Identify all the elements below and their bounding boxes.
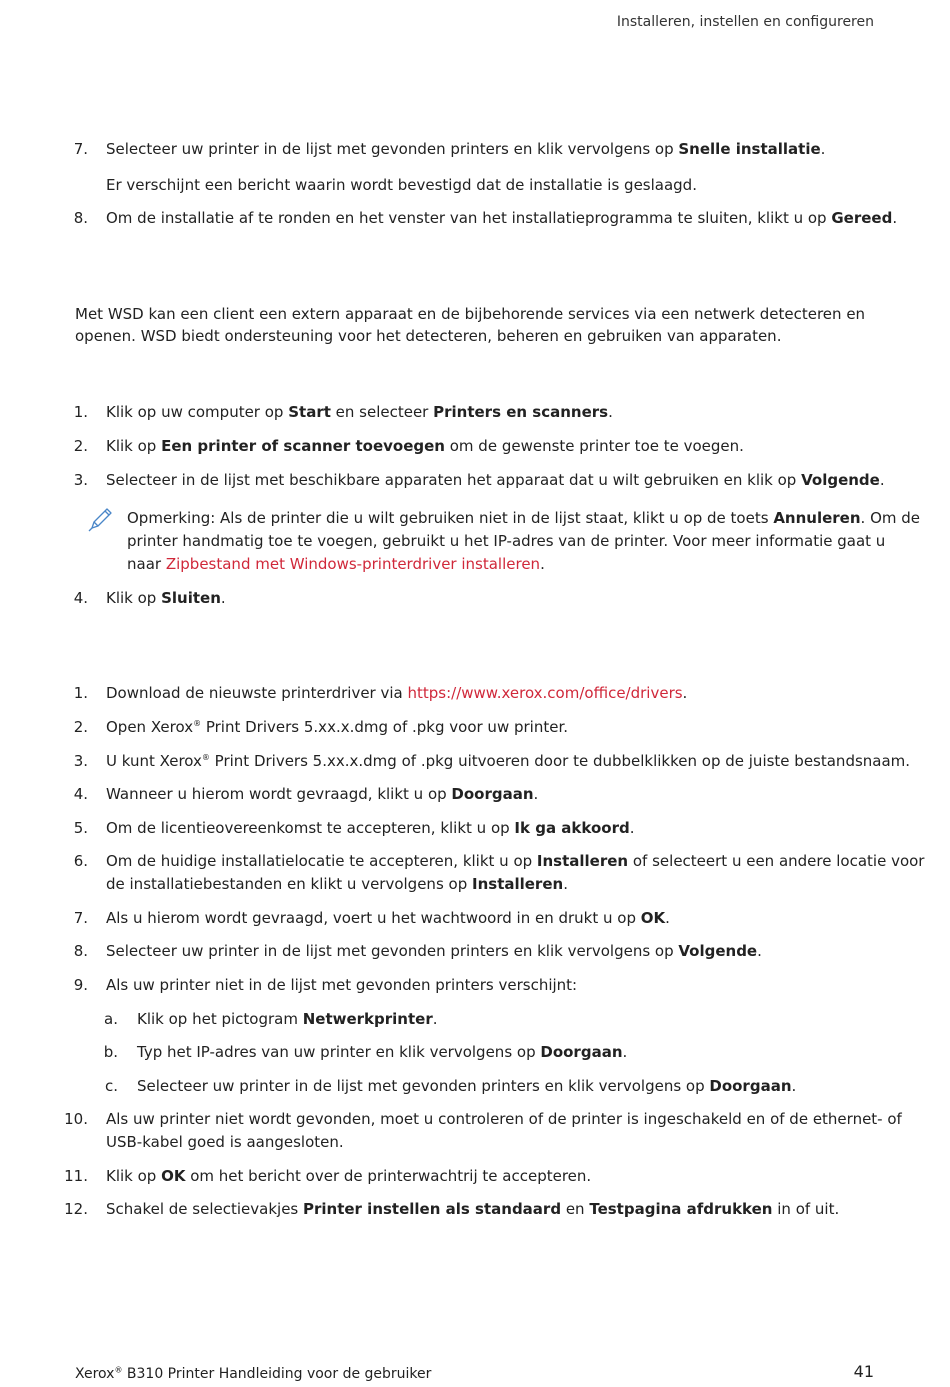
item-number: 1. bbox=[73, 403, 88, 421]
item-number: 9. bbox=[73, 976, 88, 994]
ui-term: Installeren bbox=[472, 875, 564, 893]
page-number: 41 bbox=[853, 1362, 874, 1381]
item-text bbox=[106, 850, 924, 873]
item-number: 6. bbox=[73, 852, 88, 870]
pencil-note-icon bbox=[86, 506, 114, 534]
text-run: Selecteer uw printer in de lijst met gevonden printers en klik vervolgens op bbox=[137, 1077, 710, 1095]
text-run: . bbox=[791, 1077, 797, 1095]
item-number: 8. bbox=[73, 209, 88, 227]
text-run: Print Drivers 5.xx.x.dmg of .pkg voor uw printer. bbox=[201, 718, 569, 736]
item-text bbox=[106, 682, 687, 705]
item-number: 4. bbox=[73, 589, 88, 607]
text-run: . bbox=[665, 909, 670, 927]
running-header: Installeren, instellen en configureren bbox=[616, 14, 874, 30]
item-text bbox=[106, 1108, 902, 1131]
item-text bbox=[106, 469, 885, 492]
item-number: 2. bbox=[73, 437, 88, 455]
text-run: om de gewenste printer toe te voegen. bbox=[444, 437, 744, 455]
item-text bbox=[106, 940, 762, 963]
text-run: en selecteer bbox=[330, 403, 434, 421]
ui-term: Testpagina afdrukken bbox=[589, 1200, 773, 1218]
text-run: . bbox=[540, 555, 545, 573]
text-run: . bbox=[757, 942, 762, 960]
item-text bbox=[106, 207, 897, 230]
text-run: Typ het IP-adres van uw printer en klik vervolgens op bbox=[137, 1043, 541, 1061]
item-number: 3. bbox=[73, 752, 88, 770]
text-run: Om de installatie af te ronden en het venster van het installatieprogramma te sluiten, klikt u op bbox=[106, 209, 832, 227]
text-run: . bbox=[682, 684, 688, 702]
item-number: 4. bbox=[73, 785, 88, 803]
item-text bbox=[106, 1198, 839, 1221]
text-run: Er verschijnt een bericht waarin wordt bevestigd dat de installatie is geslaagd. bbox=[106, 176, 697, 194]
item-number: 7. bbox=[73, 140, 88, 158]
text-run: U kunt Xerox bbox=[106, 752, 202, 770]
text-run: Als u hierom wordt gevraagd, voert u het wachtwoord in en drukt u op bbox=[106, 909, 641, 927]
item-number: c. bbox=[104, 1077, 118, 1095]
text-run: . bbox=[892, 209, 898, 227]
ui-term: OK bbox=[640, 909, 666, 927]
ui-term: Netwerkprinter bbox=[302, 1010, 433, 1028]
item-number: 11. bbox=[64, 1167, 88, 1185]
item-text bbox=[106, 1165, 591, 1188]
item-number: 8. bbox=[73, 942, 88, 960]
footer-registered-mark: ® bbox=[114, 1365, 123, 1375]
text-run: . bbox=[820, 140, 826, 158]
item-text bbox=[106, 401, 613, 424]
item-text bbox=[137, 1008, 438, 1031]
item-text bbox=[127, 530, 885, 553]
item-number: 7. bbox=[73, 909, 88, 927]
text-run: Als uw printer niet in de lijst met gevonden printers verschijnt: bbox=[106, 976, 578, 994]
item-text bbox=[106, 750, 910, 773]
text-run: . bbox=[432, 1010, 438, 1028]
item-number: 3. bbox=[73, 471, 88, 489]
paragraph-line: openen. WSD biedt ondersteuning voor het detecteren, beheren en gebruiken van apparaten. bbox=[75, 327, 782, 345]
item-text bbox=[127, 553, 545, 576]
item-text bbox=[127, 507, 920, 530]
text-run: Opmerking: Als de printer die u wilt gebruiken niet in de lijst staat, klikt u op de toets bbox=[127, 509, 774, 527]
ui-term: Printers en scanners bbox=[433, 403, 609, 421]
item-text bbox=[137, 1075, 796, 1098]
ui-term: Printer instellen als standaard bbox=[303, 1200, 562, 1218]
ui-term: Volgende bbox=[678, 942, 758, 960]
text-run: Om de huidige installatielocatie te accepteren, klikt u op bbox=[106, 852, 537, 870]
item-text bbox=[106, 1131, 344, 1154]
text-run: . Om de bbox=[860, 509, 921, 527]
text-run: . bbox=[608, 403, 613, 421]
text-run: Selecteer in de lijst met beschikbare apparaten het apparaat dat u wilt gebruiken en klik op bbox=[106, 471, 802, 489]
item-text bbox=[106, 873, 568, 896]
text-run: . bbox=[622, 1043, 628, 1061]
item-text bbox=[106, 817, 634, 840]
text-run: Om de licentieovereenkomst te accepteren, klikt u op bbox=[106, 819, 515, 837]
text-run: in of uit. bbox=[772, 1200, 840, 1218]
ui-term: Ik ga akkoord bbox=[514, 819, 630, 837]
text-run: . bbox=[220, 589, 226, 607]
footer-brand: Xerox bbox=[75, 1366, 115, 1382]
text-run: . bbox=[563, 875, 568, 893]
text-run: Selecteer uw printer in de lijst met gevonden printers en klik vervolgens op bbox=[106, 942, 679, 960]
ui-term: Snelle installatie bbox=[678, 140, 821, 158]
item-number: a. bbox=[104, 1010, 118, 1028]
text-run: Wanneer u hierom wordt gevraagd, klikt u op bbox=[106, 785, 452, 803]
item-text bbox=[106, 587, 226, 610]
ui-term: Start bbox=[288, 403, 331, 421]
item-text bbox=[106, 974, 577, 997]
item-number: 10. bbox=[64, 1110, 88, 1128]
item-text bbox=[106, 907, 670, 930]
text-run: . bbox=[533, 785, 539, 803]
text-run: Klik op bbox=[106, 589, 162, 607]
ui-term: Gereed bbox=[831, 209, 893, 227]
text-run: en bbox=[561, 1200, 590, 1218]
text-run: . bbox=[879, 471, 885, 489]
text-run: Klik op bbox=[106, 1167, 162, 1185]
text-run: printer handmatig toe te voegen, gebruikt u het IP-adres van de printer. Voor meer informatie gaat u bbox=[127, 532, 886, 550]
text-run: Klik op bbox=[106, 437, 162, 455]
text-run: de installatiebestanden en klikt u vervolgens op bbox=[106, 875, 472, 893]
footer-title bbox=[75, 1366, 431, 1382]
ui-term: Installeren bbox=[536, 852, 629, 870]
item-number: 12. bbox=[64, 1200, 88, 1218]
item-text bbox=[106, 435, 744, 458]
ui-term: Een printer of scanner toevoegen bbox=[161, 437, 445, 455]
text-run: Als uw printer niet wordt gevonden, moet u controleren of de printer is ingeschakeld en of de ethernet- of bbox=[106, 1110, 902, 1128]
text-run: Schakel de selectievakjes bbox=[106, 1200, 303, 1218]
text-run: . bbox=[629, 819, 635, 837]
text-run: Klik op het pictogram bbox=[137, 1010, 303, 1028]
item-number: 1. bbox=[73, 684, 88, 702]
cross-reference-link[interactable]: Zipbestand met Windows-printerdriver installeren bbox=[165, 555, 541, 573]
text-run: Open Xerox bbox=[106, 718, 194, 736]
ui-term: OK bbox=[161, 1167, 186, 1185]
text-run: om het bericht over de printerwachtrij te accepteren. bbox=[185, 1167, 592, 1185]
registered-mark: ® bbox=[193, 719, 202, 728]
ui-term: Doorgaan bbox=[540, 1043, 623, 1061]
text-run: Klik op uw computer op bbox=[106, 403, 289, 421]
item-text bbox=[106, 174, 697, 197]
ui-term: Doorgaan bbox=[451, 785, 534, 803]
item-text bbox=[137, 1041, 627, 1064]
item-text bbox=[106, 716, 568, 739]
ui-term: Sluiten bbox=[161, 589, 221, 607]
item-text bbox=[106, 783, 538, 806]
text-run: Print Drivers 5.xx.x.dmg of .pkg uitvoeren door te dubbelklikken op de juiste bestandsnaam. bbox=[209, 752, 911, 770]
ui-term: Doorgaan bbox=[709, 1077, 792, 1095]
registered-mark: ® bbox=[201, 753, 210, 762]
item-number: b. bbox=[103, 1043, 118, 1061]
text-run: naar bbox=[127, 555, 166, 573]
item-text bbox=[106, 138, 825, 161]
text-run: USB-kabel goed is aangesloten. bbox=[106, 1133, 344, 1151]
text-run: Download de nieuwste printerdriver via bbox=[106, 684, 408, 702]
item-number: 2. bbox=[73, 718, 88, 736]
text-run: Selecteer uw printer in de lijst met gevonden printers en klik vervolgens op bbox=[106, 140, 679, 158]
paragraph-line: Met WSD kan een client een extern apparaat en de bijbehorende services via een netwerk detecteren en bbox=[75, 305, 866, 323]
item-number: 5. bbox=[73, 819, 88, 837]
cross-reference-link[interactable]: https://www.xerox.com/office/drivers bbox=[407, 684, 683, 702]
ui-term: Volgende bbox=[801, 471, 880, 489]
footer-doc-title: B310 Printer Handleiding voor de gebruiker bbox=[122, 1366, 432, 1382]
ui-term: Annuleren bbox=[773, 509, 861, 527]
text-run: of selecteert u een andere locatie voor bbox=[628, 852, 925, 870]
